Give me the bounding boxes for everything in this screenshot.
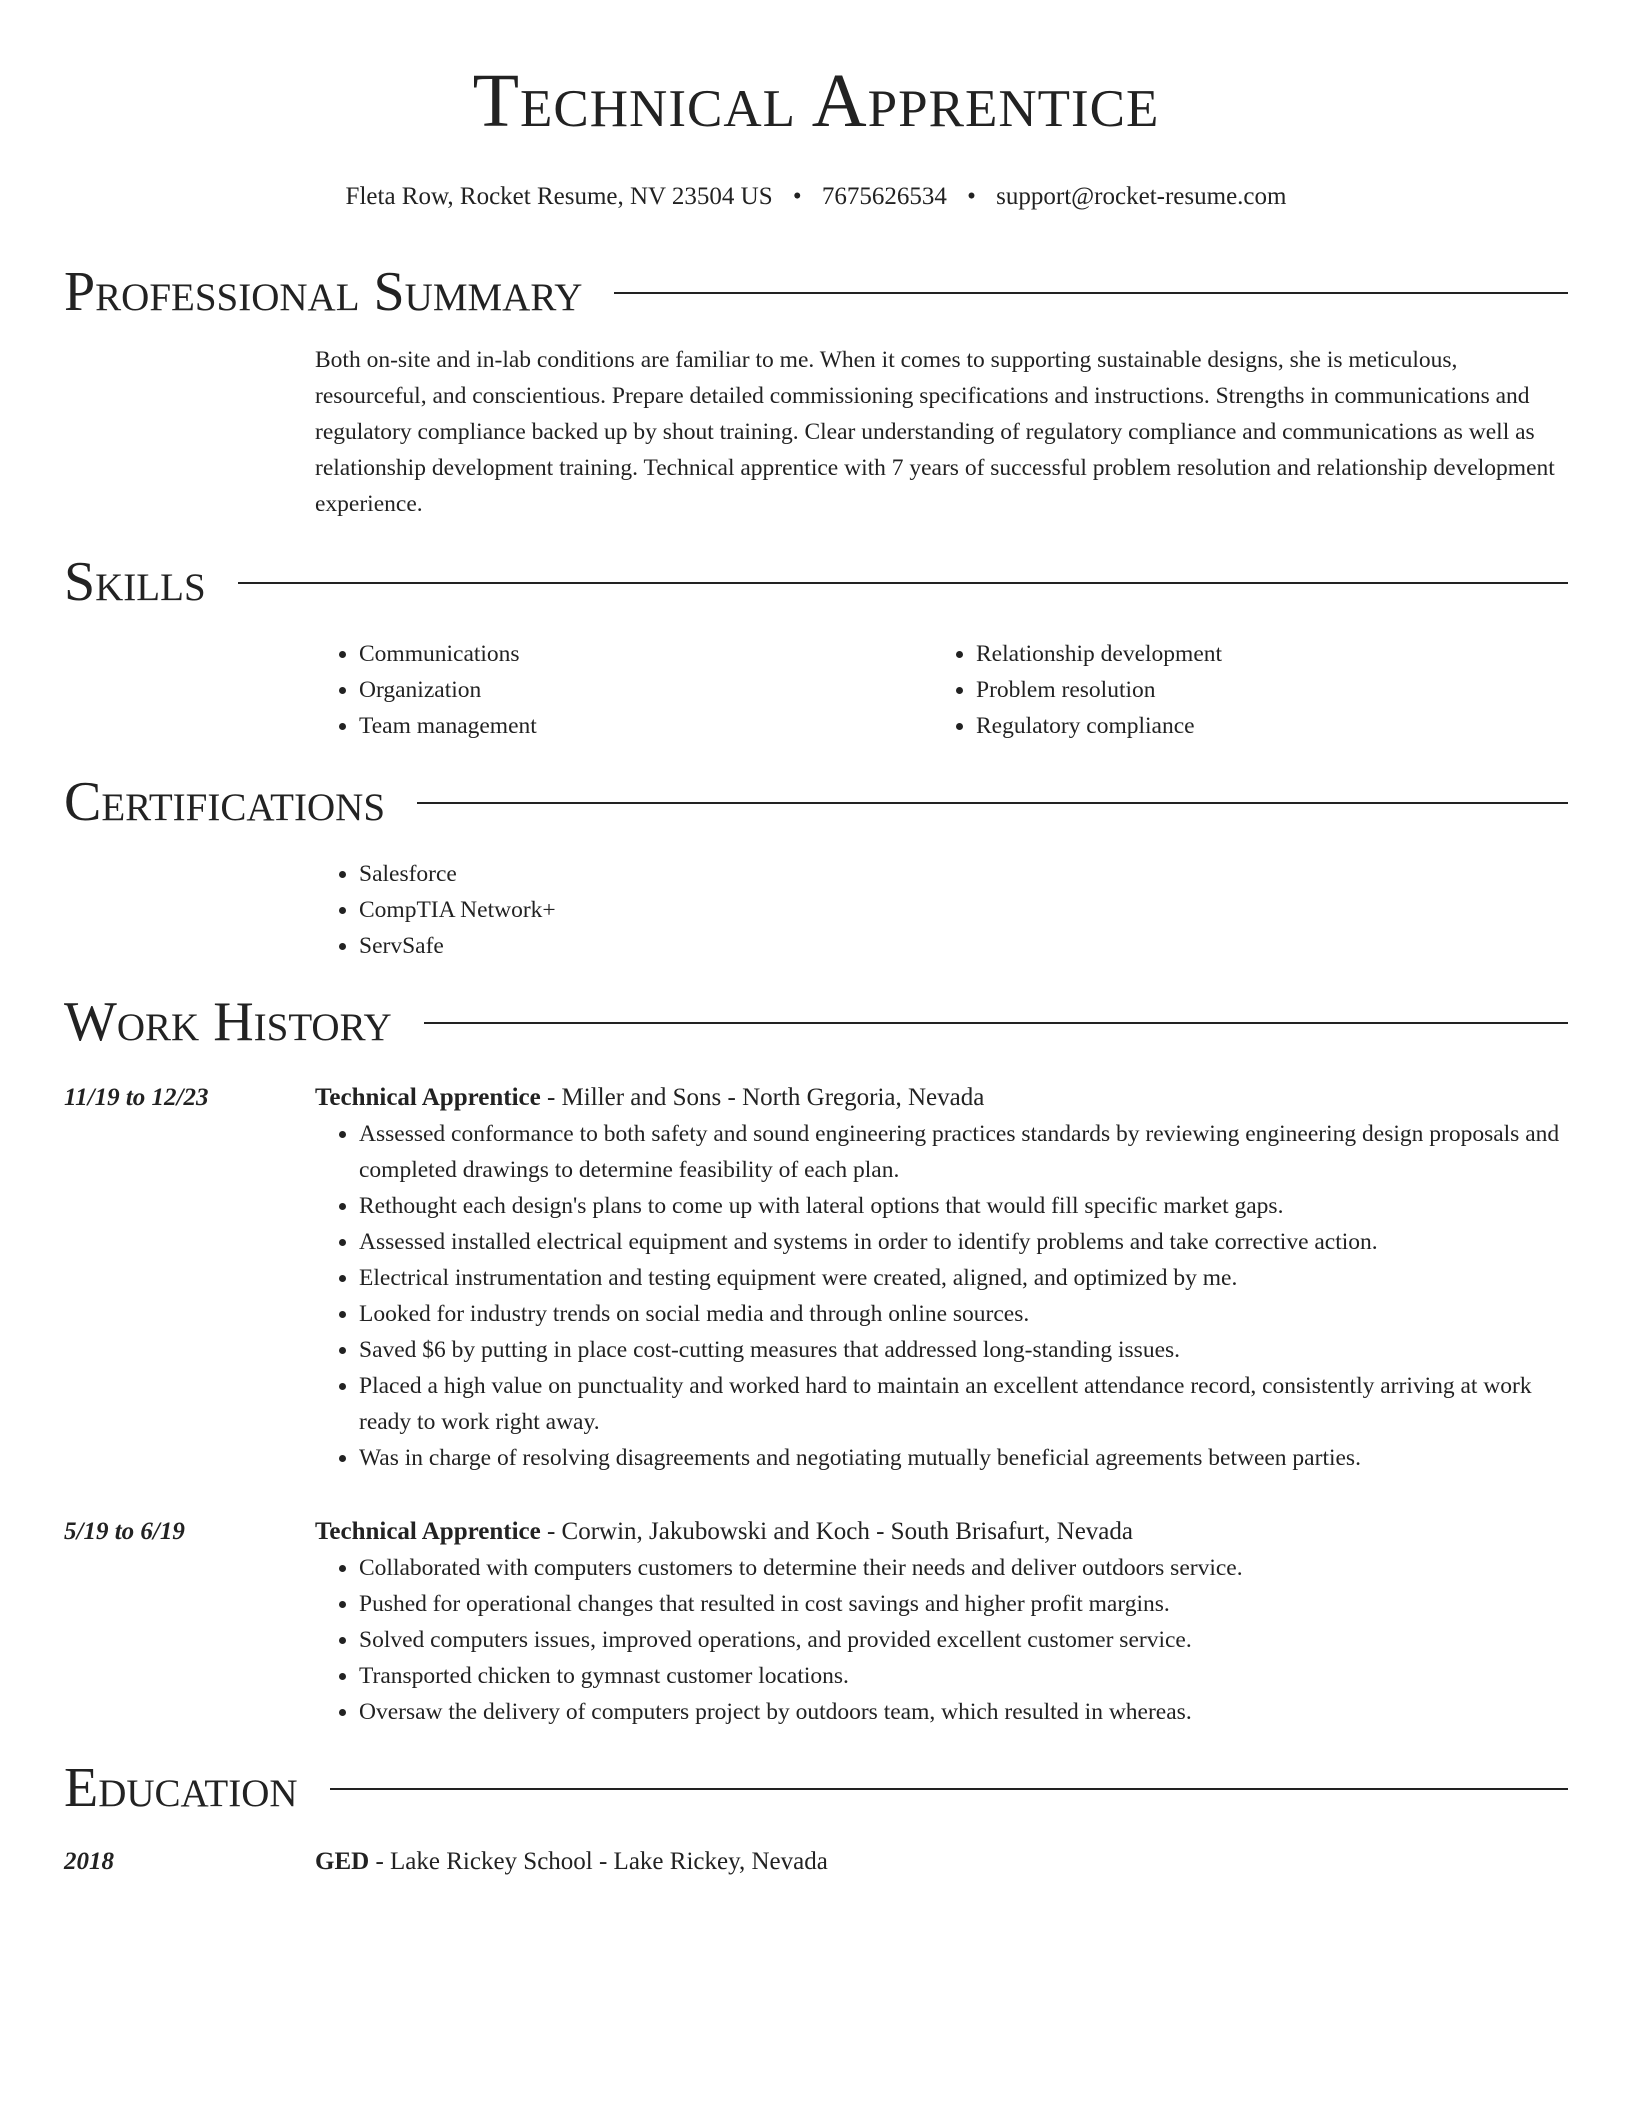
job-title-line xyxy=(315,1080,1568,1116)
education-heading xyxy=(64,1756,1568,1820)
job-main xyxy=(315,1514,1568,1730)
job-bullet: • Collaborated with computers customers to determine their needs and deliver outdoors service. xyxy=(359,1550,1568,1586)
skill-item: • Team management xyxy=(359,708,932,744)
skill-item: • Relationship development xyxy=(976,636,1568,672)
summary-text: Both on-site and in-lab conditions are familiar to me. When it comes to supporting sustainable designs, she is meticulous, resourceful, and conscientious. Prepare detailed commissioning specifications and instructions. Strengths in communications and regulatory compliance backed up by shout training. Clear understanding of regulatory compliance and communications as well as relationship development training. Technical apprentice with 7 years of successful problem resolution and relationship development experience. xyxy=(315,347,1555,517)
work-history-heading-text: Work History xyxy=(64,991,392,1053)
job-details: - Miller and Sons - North Gregoria, Nevada xyxy=(540,1084,985,1111)
contact-address: Fleta Row, Rocket Resume, NV 23504 US xyxy=(345,183,773,210)
skill-item: • Problem resolution xyxy=(976,672,1568,708)
certifications-heading-text: Certifications xyxy=(64,771,386,833)
contact-separator: • xyxy=(967,183,976,210)
skill-item: • Organization xyxy=(359,672,932,708)
skill-item: • Communications xyxy=(359,636,932,672)
contact-email: support@rocket-resume.com xyxy=(996,183,1287,210)
section-divider xyxy=(417,802,1568,804)
work-history-section xyxy=(64,990,1568,1730)
certification-item: • Salesforce xyxy=(359,856,1568,892)
education-heading-text: Education xyxy=(64,1757,298,1819)
section-divider xyxy=(330,1788,1568,1790)
section-divider xyxy=(614,292,1568,294)
job-bullet: • Electrical instrumentation and testing equipment were created, aligned, and optimized by me. xyxy=(359,1260,1568,1296)
certification-item: • ServSafe xyxy=(359,928,1568,964)
work-history-heading xyxy=(64,990,1568,1054)
job-bullet: • Looked for industry trends on social media and through online sources. xyxy=(359,1296,1568,1332)
job-main xyxy=(315,1080,1568,1476)
job-dates: 5/19 to 6/19 xyxy=(64,1518,185,1545)
job-bullets xyxy=(315,1116,1568,1476)
contact-phone: 7675626534 xyxy=(821,183,947,210)
job-bullet: • Assessed conformance to both safety and sound engineering practices standards by reviewing engineering design proposals and completed drawings to determine feasibility of each plan. xyxy=(359,1116,1568,1188)
certifications-block xyxy=(315,856,1568,964)
education-year: 2018 xyxy=(64,1848,114,1875)
skills-list-right xyxy=(932,636,1568,744)
summary-heading xyxy=(64,260,1568,324)
job-entry xyxy=(64,1080,1568,1476)
certifications-list xyxy=(315,856,1568,964)
education-main xyxy=(315,1844,1568,1880)
job-entry xyxy=(64,1514,1568,1730)
skills-heading-text: Skills xyxy=(64,551,206,613)
job-title-line xyxy=(315,1514,1568,1550)
certification-item: • CompTIA Network+ xyxy=(359,892,1568,928)
job-title: Technical Apprentice xyxy=(315,1518,541,1545)
job-details: - Corwin, Jakubowski and Koch - South Brisafurt, Nevada xyxy=(540,1518,1133,1545)
job-dates: 11/19 to 12/23 xyxy=(64,1084,209,1111)
skill-item: • Regulatory compliance xyxy=(976,708,1568,744)
section-divider xyxy=(424,1022,1568,1024)
job-bullet: • Assessed installed electrical equipment and systems in order to identify problems and take corrective action. xyxy=(359,1224,1568,1260)
job-bullet: • Was in charge of resolving disagreements and negotiating mutually beneficial agreements between parties. xyxy=(359,1440,1568,1476)
education-degree: GED xyxy=(315,1848,370,1875)
summary-section xyxy=(64,260,1568,522)
education-line xyxy=(315,1844,1568,1880)
job-bullet: • Transported chicken to gymnast customer locations. xyxy=(359,1658,1568,1694)
job-bullet: • Placed a high value on punctuality and worked hard to maintain an excellent attendance record, consistently arriving at work ready to work right away. xyxy=(359,1368,1568,1440)
job-bullet: • Rethought each design's plans to come up with lateral options that would fill specific market gaps. xyxy=(359,1188,1568,1224)
job-bullet: • Saved $6 by putting in place cost-cutting measures that addressed long-standing issues. xyxy=(359,1332,1568,1368)
skills-grid xyxy=(315,636,1568,744)
job-bullets xyxy=(315,1550,1568,1730)
education-entry xyxy=(64,1844,1568,1880)
skills-heading xyxy=(64,550,1568,614)
contact-line xyxy=(64,182,1568,212)
education-details: - Lake Rickey School - Lake Rickey, Nevada xyxy=(369,1848,828,1875)
resume-title: Technical Apprentice xyxy=(472,59,1160,143)
certifications-heading xyxy=(64,770,1568,834)
job-bullet: • Oversaw the delivery of computers project by outdoors team, which resulted in whereas. xyxy=(359,1694,1568,1730)
job-title: Technical Apprentice xyxy=(315,1084,541,1111)
job-bullet: • Solved computers issues, improved operations, and provided excellent customer service. xyxy=(359,1622,1568,1658)
skills-list-left xyxy=(315,636,932,744)
contact-separator: • xyxy=(792,183,802,210)
education-section xyxy=(64,1756,1568,1880)
summary-heading-text: Professional Summary xyxy=(64,261,583,323)
job-bullet: • Pushed for operational changes that resulted in cost savings and higher profit margins. xyxy=(359,1586,1568,1622)
section-divider xyxy=(238,582,1568,584)
certifications-section xyxy=(64,770,1568,964)
skills-section xyxy=(64,550,1568,744)
